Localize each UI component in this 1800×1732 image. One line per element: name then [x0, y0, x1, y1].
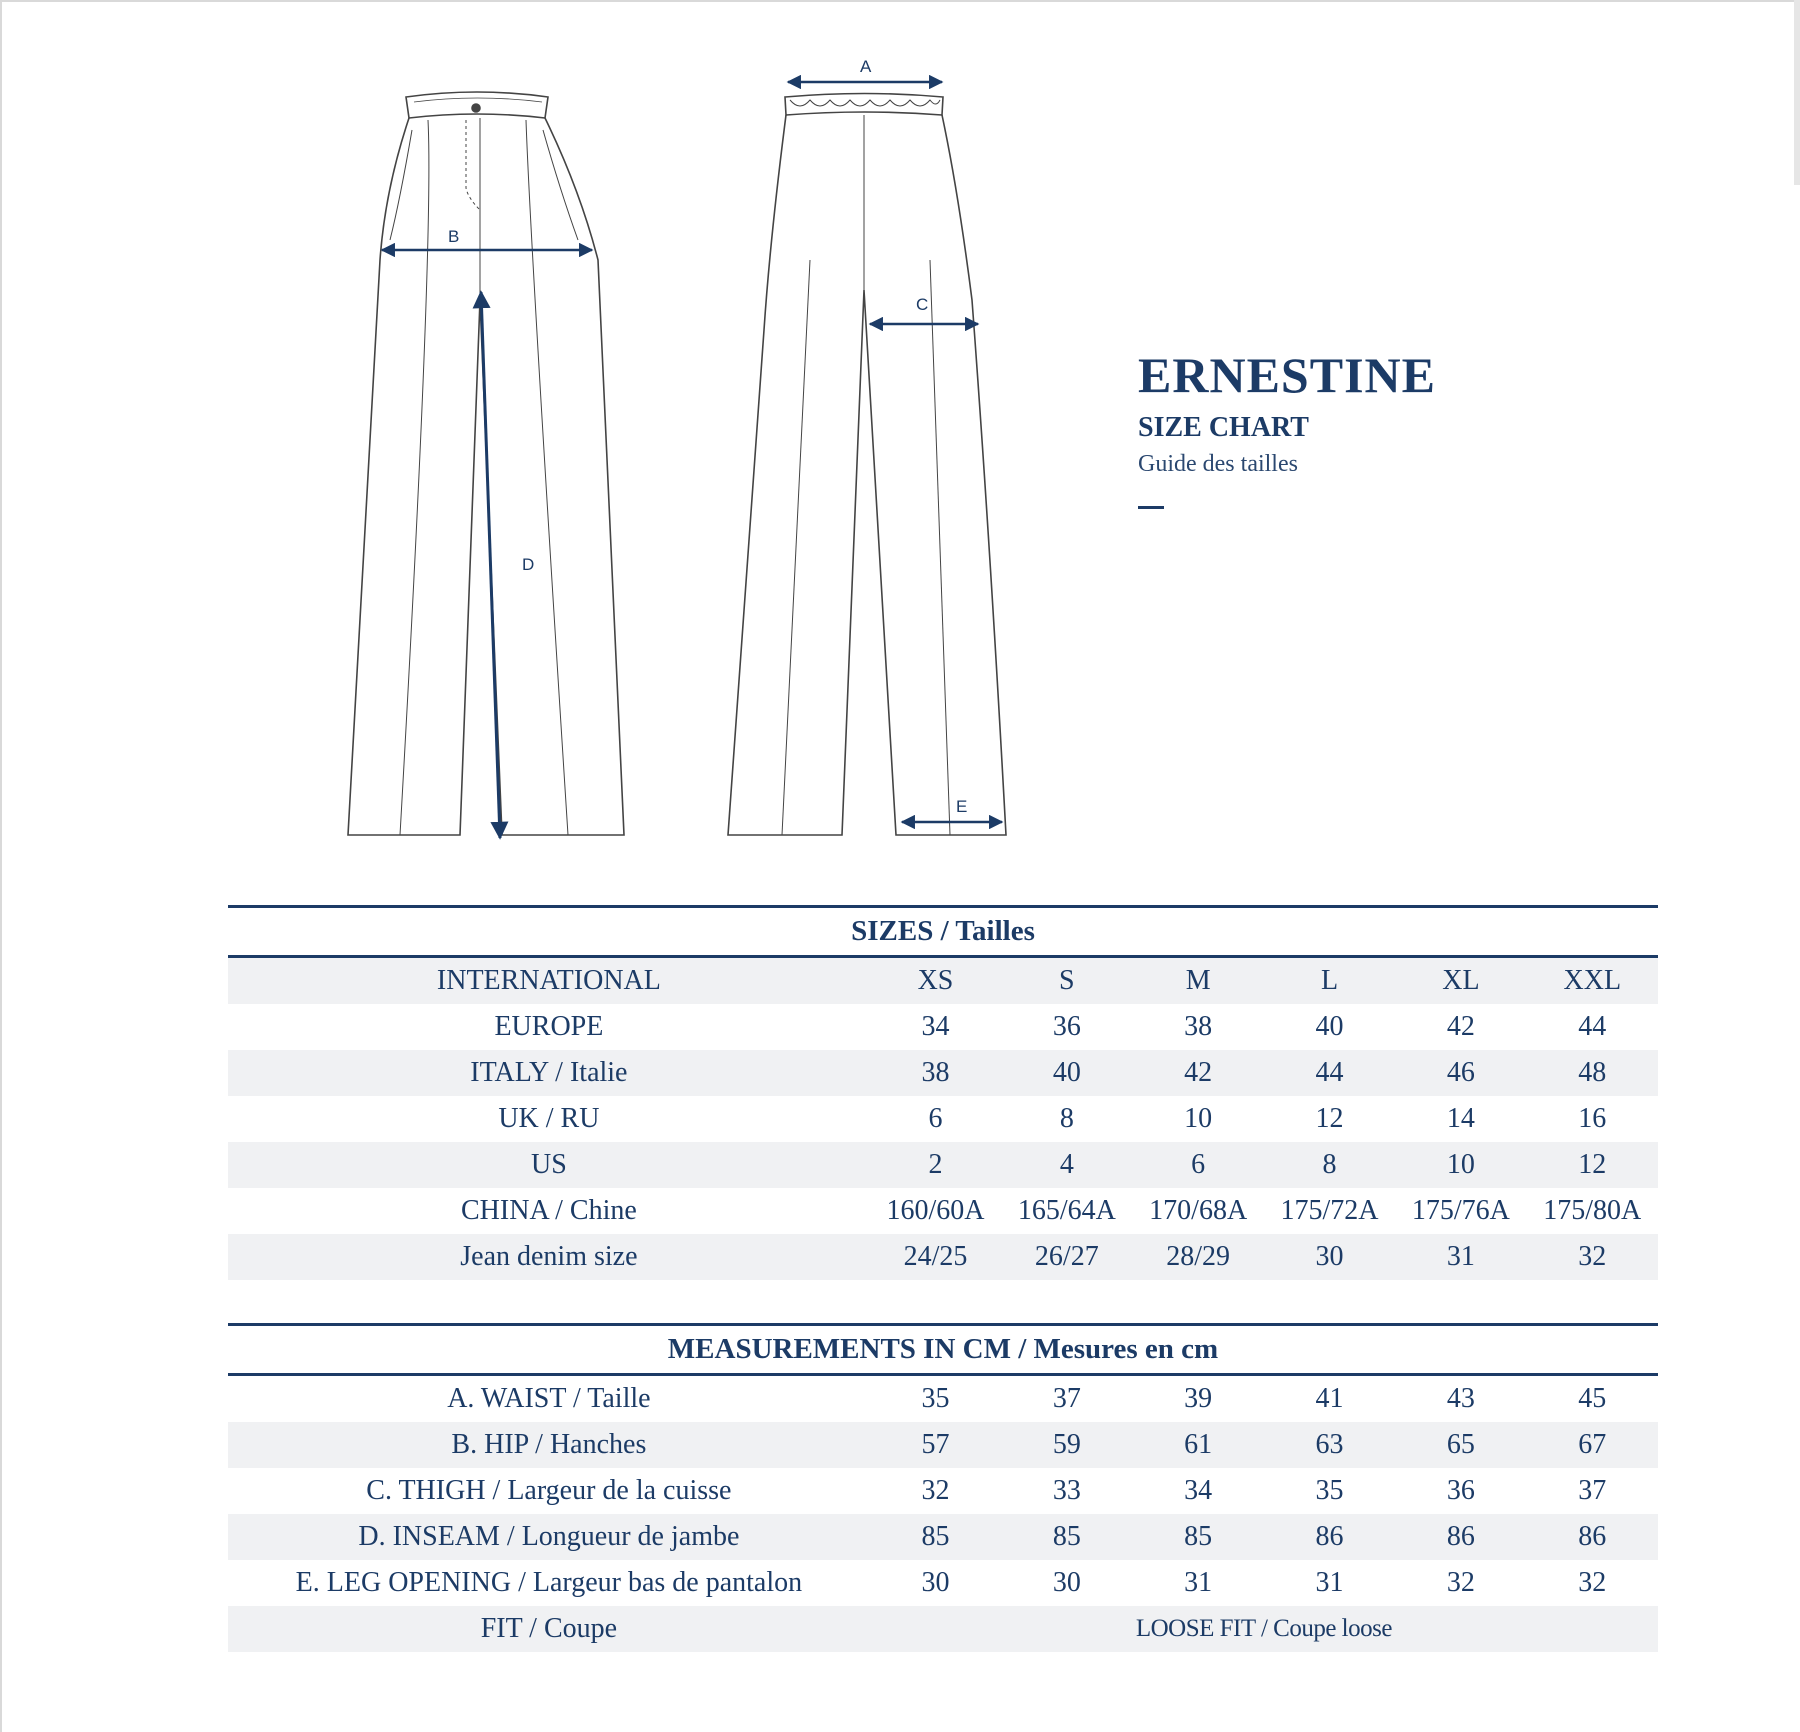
table-cell: 160/60A [886, 1195, 985, 1226]
table-cell: 32 [921, 1475, 950, 1506]
table-row [228, 958, 1658, 1004]
table-cell: 86 [1395, 1514, 1526, 1560]
table-cell: 24/25 [870, 1234, 1001, 1280]
table-cell: 37 [1052, 1383, 1081, 1414]
table-cell: S [1001, 958, 1132, 1004]
table-cell: 175/80A [1543, 1195, 1642, 1226]
thigh-marker: C [916, 295, 929, 314]
table-cell: 43 [1446, 1383, 1475, 1414]
table-cell: 40 [1315, 1011, 1344, 1042]
table-cell: 10 [1184, 1103, 1213, 1134]
row-label: Jean denim size [228, 1234, 870, 1280]
size-chart-heading: SIZE CHART [1138, 412, 1309, 443]
row-label: US [228, 1142, 870, 1188]
row-label: EUROPE [494, 1011, 604, 1042]
row-label: E. LEG OPENING / Largeur bas de pantalon [295, 1567, 803, 1598]
inseam-arrow [481, 292, 500, 838]
table-cell: 26/27 [1001, 1234, 1132, 1280]
table-row [228, 1050, 1658, 1096]
table-cell: 40 [1001, 1050, 1132, 1096]
brand-dash [1138, 506, 1164, 509]
table-cell: XL [1395, 958, 1526, 1004]
table-cell: 36 [1446, 1475, 1475, 1506]
table-cell: 86 [1264, 1514, 1395, 1560]
inseam-marker: D [522, 555, 535, 574]
table-cell: 32 [1446, 1567, 1475, 1598]
fit-value: LOOSE FIT / Coupe loose [870, 1606, 1658, 1652]
table-cell: 33 [1052, 1475, 1081, 1506]
leg-opening-marker: E [956, 797, 968, 816]
table-cell: 39 [1184, 1383, 1213, 1414]
table-cell: 175/76A [1411, 1195, 1510, 1226]
table-row [228, 1376, 1658, 1422]
table-cell: XS [870, 958, 1001, 1004]
table-cell: 37 [1578, 1475, 1607, 1506]
hip-marker: B [448, 227, 460, 246]
table-cell: 85 [870, 1514, 1001, 1560]
table-cell: 165/64A [1017, 1195, 1116, 1226]
table-cell: 65 [1395, 1422, 1526, 1468]
table-cell: 8 [1059, 1103, 1074, 1134]
table-cell: 44 [1264, 1050, 1395, 1096]
table-row [228, 1096, 1658, 1142]
table-cell: 46 [1395, 1050, 1526, 1096]
table-cell: 42 [1133, 1050, 1264, 1096]
back-view [728, 94, 1006, 836]
table-cell: 85 [1001, 1514, 1132, 1560]
table-cell: 31 [1315, 1567, 1344, 1598]
table-cell: 34 [1184, 1475, 1213, 1506]
edge-strip [1794, 0, 1800, 185]
row-label: B. HIP / Hanches [228, 1422, 870, 1468]
table-cell: 35 [921, 1383, 950, 1414]
table-cell: 14 [1446, 1103, 1475, 1134]
table-cell: 28/29 [1133, 1234, 1264, 1280]
table-row [228, 1514, 1658, 1560]
table-row [228, 1422, 1658, 1468]
table-cell: 85 [1133, 1514, 1264, 1560]
row-label: INTERNATIONAL [228, 958, 870, 1004]
measurements-title: MEASUREMENTS IN CM / Mesures en cm [667, 1333, 1219, 1365]
table-cell: 16 [1578, 1103, 1607, 1134]
table-row [228, 1188, 1658, 1234]
brand-block [1138, 347, 1558, 509]
table-row [228, 1142, 1658, 1188]
brand-title: ERNESTINE [1138, 347, 1436, 403]
sizes-table [228, 958, 1658, 1280]
row-label: ITALY / Italie [228, 1050, 870, 1096]
measurements-table [228, 1376, 1658, 1652]
table-row [228, 1468, 1658, 1514]
table-cell: 12 [1527, 1142, 1658, 1188]
table-cell: 38 [1184, 1011, 1213, 1042]
table-cell: 2 [870, 1142, 1001, 1188]
table-cell: 44 [1578, 1011, 1607, 1042]
table-cell: 36 [1052, 1011, 1081, 1042]
table-cell: 8 [1264, 1142, 1395, 1188]
measurements-section [228, 1323, 1658, 1652]
table-cell: 6 [928, 1103, 943, 1134]
row-label: D. INSEAM / Longueur de jambe [228, 1514, 870, 1560]
table-cell: 10 [1395, 1142, 1526, 1188]
table-cell: XXL [1527, 958, 1658, 1004]
table-cell: 48 [1527, 1050, 1658, 1096]
trousers-svg [330, 40, 1030, 860]
row-label: A. WAIST / Taille [447, 1383, 651, 1414]
sizes-title: SIZES / Tailles [851, 915, 1035, 947]
table-row [228, 1234, 1658, 1280]
table-cell: 45 [1578, 1383, 1607, 1414]
table-cell: 31 [1184, 1567, 1213, 1598]
row-label: UK / RU [498, 1103, 600, 1134]
button-icon [472, 104, 480, 112]
row-label: CHINA / Chine [461, 1195, 637, 1226]
table-cell: 12 [1315, 1103, 1344, 1134]
row-label: C. THIGH / Largeur de la cuisse [366, 1475, 732, 1506]
table-cell: 57 [870, 1422, 1001, 1468]
table-cell: 30 [1264, 1234, 1395, 1280]
table-row [228, 1004, 1658, 1050]
table-cell: 31 [1395, 1234, 1526, 1280]
table-row [228, 1560, 1658, 1606]
table-cell: 6 [1133, 1142, 1264, 1188]
table-cell: 170/68A [1149, 1195, 1248, 1226]
table-cell: 41 [1315, 1383, 1344, 1414]
table-cell: M [1133, 958, 1264, 1004]
table-cell: 38 [870, 1050, 1001, 1096]
table-cell: 32 [1527, 1234, 1658, 1280]
table-cell: 35 [1315, 1475, 1344, 1506]
size-chart-heading-fr: Guide des tailles [1138, 451, 1298, 477]
table-cell: 32 [1578, 1567, 1607, 1598]
back-waistband [785, 94, 943, 116]
table-cell: 59 [1001, 1422, 1132, 1468]
table-cell: 63 [1264, 1422, 1395, 1468]
table-cell: 86 [1527, 1514, 1658, 1560]
sizes-section [228, 905, 1658, 1280]
fit-label: FIT / Coupe [228, 1606, 870, 1652]
trousers-technical-drawing [330, 40, 1030, 860]
table-cell: L [1264, 958, 1395, 1004]
table-cell: 4 [1001, 1142, 1132, 1188]
table-cell: 61 [1133, 1422, 1264, 1468]
waist-marker: A [860, 57, 872, 76]
table-cell: 42 [1446, 1011, 1475, 1042]
table-cell: 175/72A [1280, 1195, 1379, 1226]
table-cell: 34 [921, 1011, 950, 1042]
fit-row [228, 1606, 1658, 1652]
table-cell: 30 [921, 1567, 950, 1598]
table-cell: 67 [1527, 1422, 1658, 1468]
back-outline [728, 115, 1006, 835]
table-cell: 30 [1052, 1567, 1081, 1598]
